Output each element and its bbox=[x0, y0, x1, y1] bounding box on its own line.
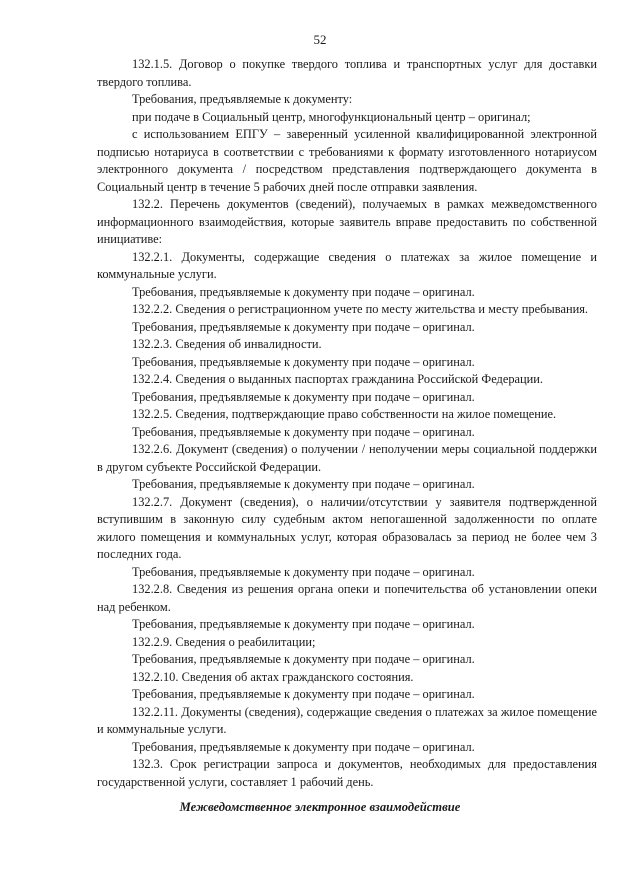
paragraph: Требования, предъявляемые к документу при подаче – оригинал. bbox=[132, 284, 475, 299]
paragraph: при подаче в Социальный центр, многофункциональный центр – оригинал; bbox=[132, 109, 531, 124]
paragraph: Требования, предъявляемые к документу при подаче – оригинал. bbox=[132, 319, 475, 334]
paragraph: Требования, предъявляемые к документу при подаче – оригинал. bbox=[132, 389, 475, 404]
paragraph: 132.2.7. Документ (сведения), о наличии/отсутствии у заявителя подтвержденной вступившим в законную силу судебным актом непогашенной задолженности по оплате жилого помещения и коммунальных услуг, которая образовалась за период не более чем 3 последних года. bbox=[97, 494, 597, 561]
paragraph: 132.2.6. Документ (сведения) о получении / неполучении меры социальной поддержки в другом субъекте Российской Федерации. bbox=[97, 442, 597, 474]
document-body bbox=[97, 56, 597, 791]
paragraph: 132.2.9. Сведения о реабилитации; bbox=[132, 634, 316, 649]
paragraph: 132.2.3. Сведения об инвалидности. bbox=[132, 337, 322, 351]
paragraph: Требования, предъявляемые к документу при подаче – оригинал. bbox=[132, 354, 475, 369]
paragraph: 132.2.10. Сведения об актах гражданского состояния. bbox=[132, 669, 414, 684]
paragraph: 132.2.5. Сведения, подтверждающие право собственности на жилое помещение. bbox=[132, 407, 557, 421]
paragraph: Требования, предъявляемые к документу при подаче – оригинал. bbox=[132, 652, 475, 666]
paragraph: Требования, предъявляемые к документу: bbox=[132, 92, 353, 106]
paragraph: Требования, предъявляемые к документу при подаче – оригинал. bbox=[132, 687, 475, 701]
paragraph: 132.2. Перечень документов (сведений), получаемых в рамках межведомственного информационного взаимодействия, которые заявитель вправе предоставить по собственной инициативе: bbox=[97, 197, 597, 246]
paragraph: 132.2.1. Документы, содержащие сведения о платежах за жилое помещение и коммунальные услуги. bbox=[97, 249, 597, 281]
section-heading: Межведомственное электронное взаимодействие bbox=[179, 800, 461, 814]
paragraph: 132.3. Срок регистрации запроса и документов, необходимых для предоставления государственной услуги, составляет 1 рабочий день. bbox=[97, 757, 597, 789]
paragraph: с использованием ЕПГУ – заверенный усиленной квалифицированной электронной подписью нотариуса в соответствии с требованиями к формату изготовленного нотариусом электронного документа / посредством представления подтверждающего документа в Социальный центр в течение 5 рабочих дней после отправки заявления. bbox=[97, 127, 597, 194]
paragraph: 132.2.11. Документы (сведения), содержащие сведения о платежах за жилое помещение и коммунальные услуги. bbox=[97, 704, 597, 736]
paragraph: 132.2.4. Сведения о выданных паспортах гражданина Российской Федерации. bbox=[132, 372, 544, 386]
paragraph: 132.1.5. Договор о покупке твердого топлива и транспортных услуг для доставки твердого топлива. bbox=[97, 57, 597, 89]
paragraph: Требования, предъявляемые к документу при подаче – оригинал. bbox=[132, 739, 475, 754]
paragraph: Требования, предъявляемые к документу при подаче – оригинал. bbox=[132, 564, 475, 579]
paragraph: Требования, предъявляемые к документу при подаче – оригинал. bbox=[132, 617, 475, 631]
paragraph: 132.2.8. Сведения из решения органа опеки и попечительства об установлении опеки над ребенком. bbox=[97, 582, 597, 614]
paragraph: 132.2.2. Сведения о регистрационном учете по месту жительства и месту пребывания. bbox=[132, 302, 589, 316]
paragraph: Требования, предъявляемые к документу при подаче – оригинал. bbox=[132, 477, 475, 491]
paragraph: Требования, предъявляемые к документу при подаче – оригинал. bbox=[132, 424, 475, 439]
page-number: 52 bbox=[313, 32, 327, 47]
